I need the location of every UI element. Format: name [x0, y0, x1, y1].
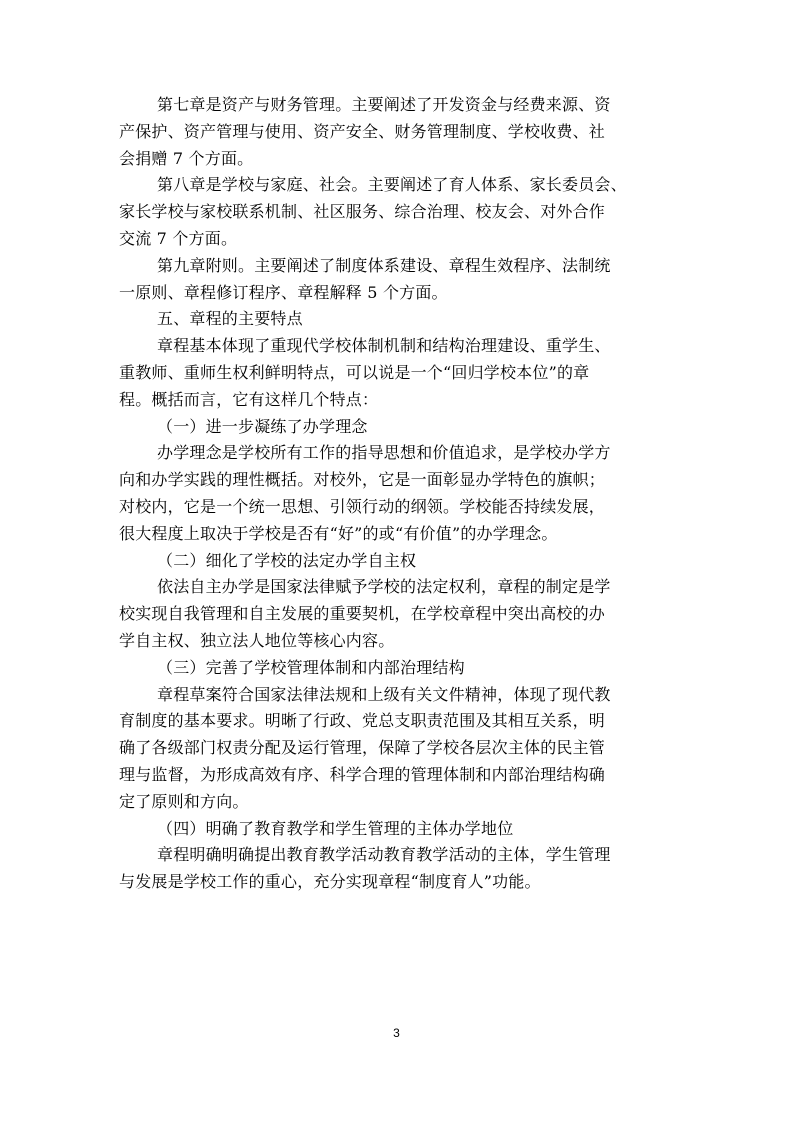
paragraph-first-line: 第八章是学校与家庭、社会。主要阐述了育人体系、家长委员会、 [157, 175, 627, 195]
paragraph-first-line: 第九章附则。主要阐述了制度体系建设、章程生效程序、法制统 [157, 255, 611, 275]
paragraph-line: 程。概括而言，它有这样几个特点： [119, 389, 379, 409]
paragraph-line: 育制度的基本要求。明晰了行政、党总支职责范围及其相互关系，明 [119, 711, 606, 731]
paragraph-line: 一原则、章程修订程序、章程解释 5 个方面。 [119, 282, 448, 302]
paragraph-line: 产保护、资产管理与使用、资产安全、财务管理制度、学校收费、社 [119, 121, 606, 141]
paragraph-line: 会捐赠 7 个方面。 [119, 148, 254, 168]
paragraph-first-line: （一）进一步凝练了办学理念 [157, 416, 368, 436]
document-body [119, 92, 679, 896]
page-number: 3 [393, 1026, 400, 1040]
paragraph-line: 校实现自我管理和自主发展的重要契机，在学校章程中突出高校的办 [119, 604, 606, 624]
paragraph-line: 家长学校与家校联系机制、社区服务、综合治理、校友会、对外合作 [119, 202, 606, 222]
paragraph-line: 学自主权、独立法人地位等核心内容。 [119, 630, 395, 650]
paragraph-line: 与发展是学校工作的重心，充分实现章程“制度育人”功能。 [119, 872, 541, 892]
paragraph-line: 向和办学实践的理性概括。对校外，它是一面彰显办学特色的旗帜； [119, 470, 606, 490]
paragraph-first-line: 章程明确明确提出教育教学活动教育教学活动的主体，学生管理 [157, 845, 611, 865]
paragraph-first-line: 办学理念是学校所有工作的指导思想和价值追求，是学校办学方 [157, 443, 611, 463]
paragraph-line: 交流 7 个方面。 [119, 228, 238, 248]
paragraph-line: 定了原则和方向。 [119, 791, 249, 811]
paragraph-first-line: 第七章是资产与财务管理。主要阐述了开发资金与经费来源、资 [157, 95, 611, 114]
paragraph-line: 对校内，它是一个统一思想、引领行动的纲领。学校能否持续发展， [119, 496, 606, 516]
paragraph-line: 理与监督，为形成高效有序、科学合理的管理体制和内部治理结构确 [119, 764, 606, 784]
paragraph-first-line: 依法自主办学是国家法律赋予学校的法定权利，章程的制定是学 [157, 577, 611, 597]
paragraph-first-line: 章程基本体现了重现代学校体制机制和结构治理建设、重学生、 [157, 336, 611, 356]
paragraph-line: 很大程度上取决于学校是否有“好”的或“有价值”的办学理念。 [119, 523, 558, 543]
paragraph-first-line: （二）细化了学校的法定办学自主权 [157, 550, 417, 570]
paragraph-first-line: 五、章程的主要特点 [157, 309, 303, 329]
paragraph-first-line: （三）完善了学校管理体制和内部治理结构 [157, 657, 465, 677]
paragraph-line: 确了各级部门权责分配及运行管理，保障了学校各层次主体的民主管 [119, 738, 606, 758]
paragraph-first-line: （四）明确了教育教学和学生管理的主体办学地位 [157, 818, 514, 838]
paragraph-line: 重教师、重师生权利鲜明特点，可以说是一个“回归学校本位”的章 [119, 362, 590, 382]
paragraph-first-line: 章程草案符合国家法律法规和上级有关文件精神，体现了现代教 [157, 684, 611, 704]
